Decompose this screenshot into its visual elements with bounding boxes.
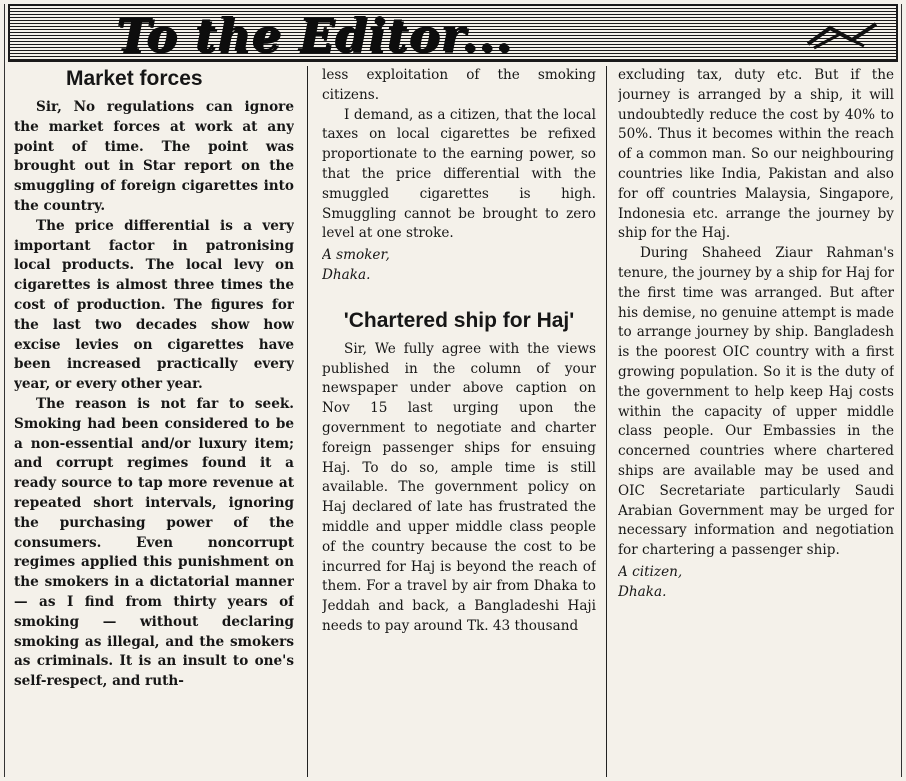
letter2-paragraph-1: Sir, We fully agree with the views published in the column of your newspaper under above caption on Nov 15 last urging upon the government to negotiate and charter foreign passenger ships for ensuing Haj. To do so, ample time is still available. The government policy on Haj declared of late has frustrated the middle and upper middle class people of the country because the cost to be incurred for Haj is beyond the reach of them. For a travel by air from Dhaka to Jeddah and back, a Bangladeshi Haji needs to pay around Tk. 43 thousand xyxy=(322,340,596,634)
letter1-signature: A smoker, xyxy=(322,247,390,264)
left-border xyxy=(4,4,5,777)
right-border xyxy=(901,4,902,777)
column-2 xyxy=(322,66,596,777)
letter2-location: Dhaka. xyxy=(618,583,667,600)
masthead-title: To the Editor... xyxy=(116,8,513,62)
column-1 xyxy=(14,66,294,777)
letter1-paragraph-2: The price differential is a very important factor in patronising local products. The local levy on cigarettes is almost three times the cost of production. The figures for the last two decades show how excise levies on cigarettes have been increased practically every year, or every other year. xyxy=(14,217,294,393)
letter2-continuation: excluding tax, duty etc. But if the journey is arranged by a ship, it will undoubtedly reduce the cost by 40% to 50%. Thus it becomes within the reach of a common man. So our neighbouring countries like India, Pakistan and also for off countries Malaysia, Singapore, Indonesia etc. arrange the journey by ship for the Haj. xyxy=(618,67,894,242)
letter1-location: Dhaka. xyxy=(322,266,371,283)
masthead-ornament-icon xyxy=(800,18,890,52)
column-3 xyxy=(618,66,894,777)
column-rule-1 xyxy=(307,66,308,777)
letter2-signature: A citizen, xyxy=(618,563,683,580)
letter2-paragraph-2: During Shaheed Ziaur Rahman's tenure, the journey by a ship for Haj for the first time was arranged. But after his demise, no genuine attempt is made to arrange journey by ship. Bangladesh is the poorest OIC country with a first growing population. So it is the duty of the government to help keep Haj costs within the capacity of upper middle class people. Our Embassies in the concerned countries where chartered ships are available may be used and OIC Secretariate particularly Saudi Arabian Government may be urged for necessary information and negotiation for chartering a passenger ship. xyxy=(618,245,894,559)
letter1-paragraph-3: The reason is not far to seek. Smoking had been considered to be a non-essential and/or luxury item; and corrupt regimes found it a ready source to tap more revenue at repeated short intervals, ignoring the purchasing power of the consumers. Even noncorrupt regimes applied this punishment on the smokers in a dictatorial manner — as I find from thirty years of smoking — without declaring smoking as illegal, and the smokers as criminals. It is an insult to one's self-respect, and ruth- xyxy=(14,395,294,690)
letter1-paragraph-4: I demand, as a citizen, that the local taxes on local cigarettes be refixed proportionate to the earning power, so that the price differential with the smuggled cigarettes is high. Smuggling cannot be brought to zero level at one stroke. xyxy=(322,106,596,242)
letter1-paragraph-1: Sir, No regulations can ignore the market forces at work at any point of time. The point was brought out in Star report on the smuggling of foreign cigarettes into the country. xyxy=(14,99,294,214)
letter1-headline: Market forces xyxy=(66,67,203,90)
letter2-headline: 'Chartered ship for Haj' xyxy=(343,308,575,332)
masthead-banner xyxy=(8,4,898,62)
letter1-continuation: less exploitation of the smoking citizens. xyxy=(322,67,596,103)
column-rule-2 xyxy=(606,66,607,777)
